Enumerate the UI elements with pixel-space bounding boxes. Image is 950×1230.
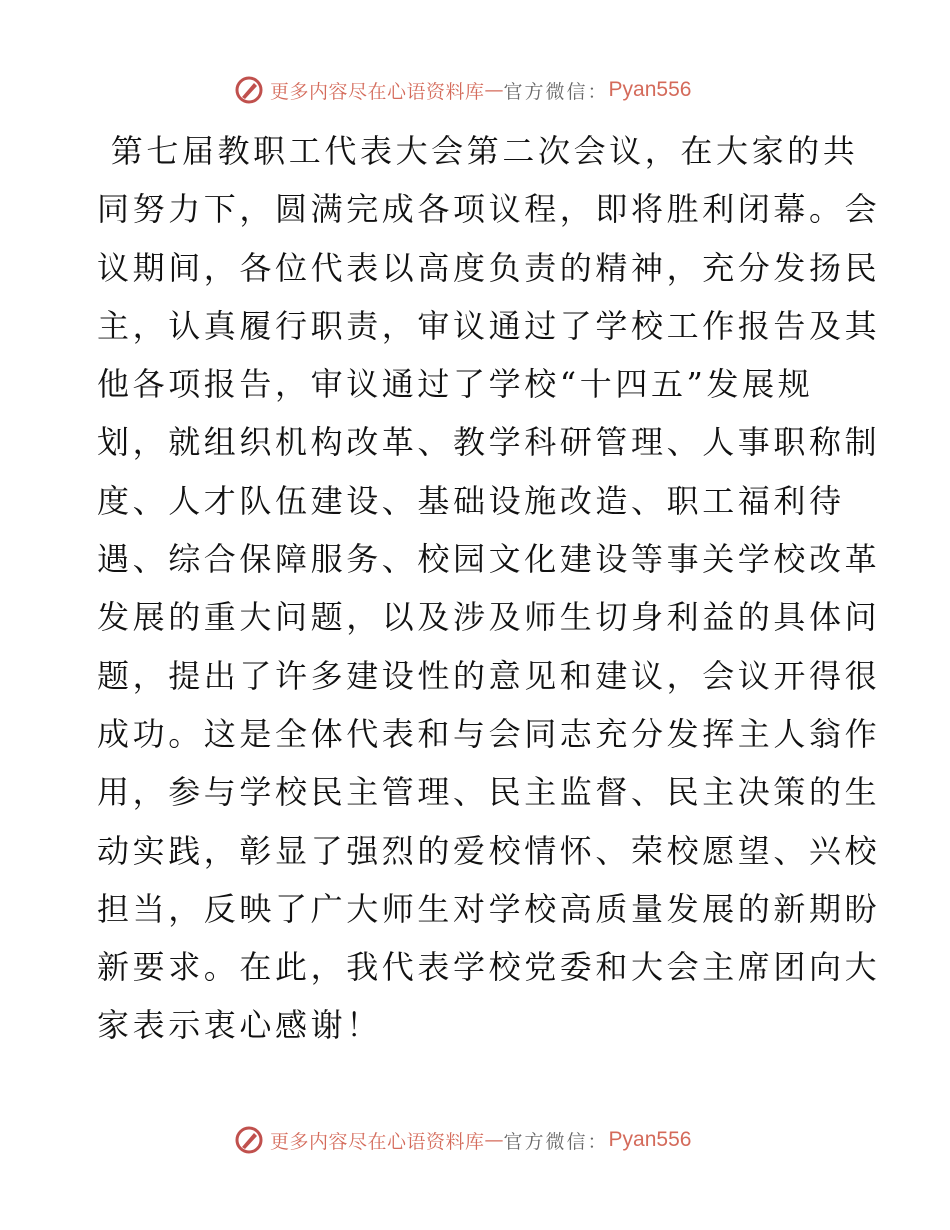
text-line: 议期间，各位代表以高度负责的精神，充分发扬民 [97,248,881,287]
banner-dash: — [484,1129,504,1151]
text-line: 动实践，彰显了强烈的爱校情怀、荣校愿望、兴校 [97,831,881,870]
text-line: 成功。这是全体代表和与会同志充分发挥主人翁作 [97,714,881,753]
banner-slogan: 更多内容尽在心语资料库 [270,1130,485,1153]
banner-wechat-label: 官方微信： [503,80,609,103]
pen-logo-icon [234,75,264,105]
text-line: 用，参与学校民主管理、民主监督、民主决策的生 [97,773,881,812]
text-line: 度、人才队伍建设、基础设施改造、职工福利待 [97,481,845,520]
banner-wechat-id: Pyan556 [608,1128,692,1151]
text-line: 题，提出了许多建设性的意见和建议，会议开得很 [97,656,881,695]
banner-wechat-label: 官方微信： [503,1130,609,1153]
document-body [97,122,881,1055]
text-line: 第七届教职工代表大会第二次会议，在大家的共 [97,132,859,170]
text-line: 担当，反映了广大师生对学校高质量发展的新期盼 [97,889,881,928]
pen-logo-icon [234,1125,264,1155]
text-line: 遇、综合保障服务、校园文化建设等事关学校改革 [97,540,881,579]
text-line: 发展的重大问题，以及涉及师生切身利益的具体问 [97,598,881,637]
text-line: 划，就组织机构改革、教学科研管理、人事职称制 [97,423,881,462]
text-line: 同努力下，圆满完成各项议程，即将胜利闭幕。会 [97,190,881,229]
banner-slogan: 更多内容尽在心语资料库 [270,80,485,103]
banner-dash: — [484,79,504,101]
text-line: 主，认真履行职责，审议通过了学校工作报告及其 [97,306,881,345]
banner-wechat-id: Pyan556 [608,78,692,101]
text-line: 新要求。在此，我代表学校党委和大会主席团向大 [97,948,881,987]
header-watermark-banner [234,72,691,108]
footer-watermark-banner [234,1122,691,1158]
text-line: 他各项报告，审议通过了学校“十四五”发展规 [97,365,814,404]
text-line: 家表示衷心感谢！ [97,1006,382,1045]
